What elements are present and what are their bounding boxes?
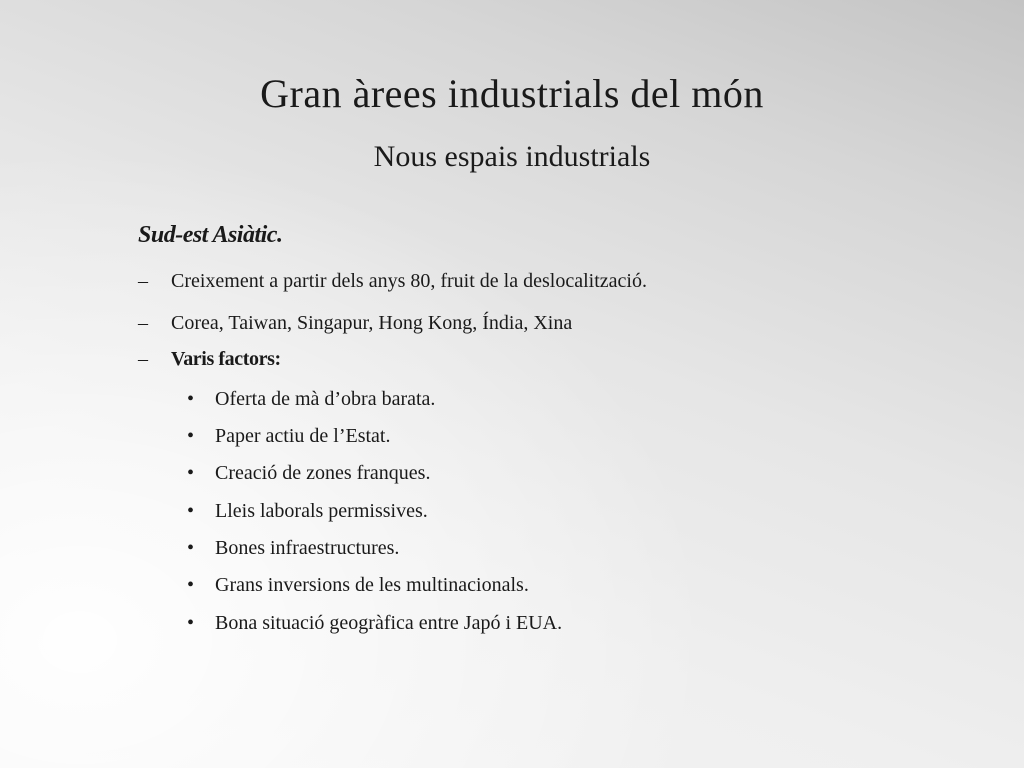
dash-item: Creixement a partir dels anys 80, fruit de la deslocalització. [171,270,647,292]
bullet-marker: • [187,537,195,559]
dash-marker: – [138,348,148,370]
dash-marker: – [138,270,148,292]
bullet-marker: • [187,388,195,410]
region-heading: Sud-est Asiàtic. [138,222,283,248]
dash-marker: – [138,312,148,334]
slide-subtitle: Nous espais industrials [373,140,651,173]
bullet-marker: • [187,574,195,596]
factor-item: Paper actiu de l’Estat. [215,425,391,447]
factor-item: Oferta de mà d’obra barata. [215,388,436,410]
dash-item: Corea, Taiwan, Singapur, Hong Kong, Índia, Xina [171,312,573,334]
bullet-marker: • [187,425,195,447]
factor-item: Lleis laborals permissives. [215,500,428,522]
factor-item: Bones infraestructures. [215,537,400,559]
factor-item: Creació de zones franques. [215,462,431,484]
slide-title: Gran àrees industrials del món [260,71,764,116]
factor-item: Bona situació geogràfica entre Japó i EUA. [215,612,563,634]
dash-item-factors: Varis factors: [171,348,281,370]
bullet-marker: • [187,612,195,634]
factor-item: Grans inversions de les multinacionals. [215,574,529,596]
bullet-marker: • [187,462,195,484]
bullet-marker: • [187,500,195,522]
